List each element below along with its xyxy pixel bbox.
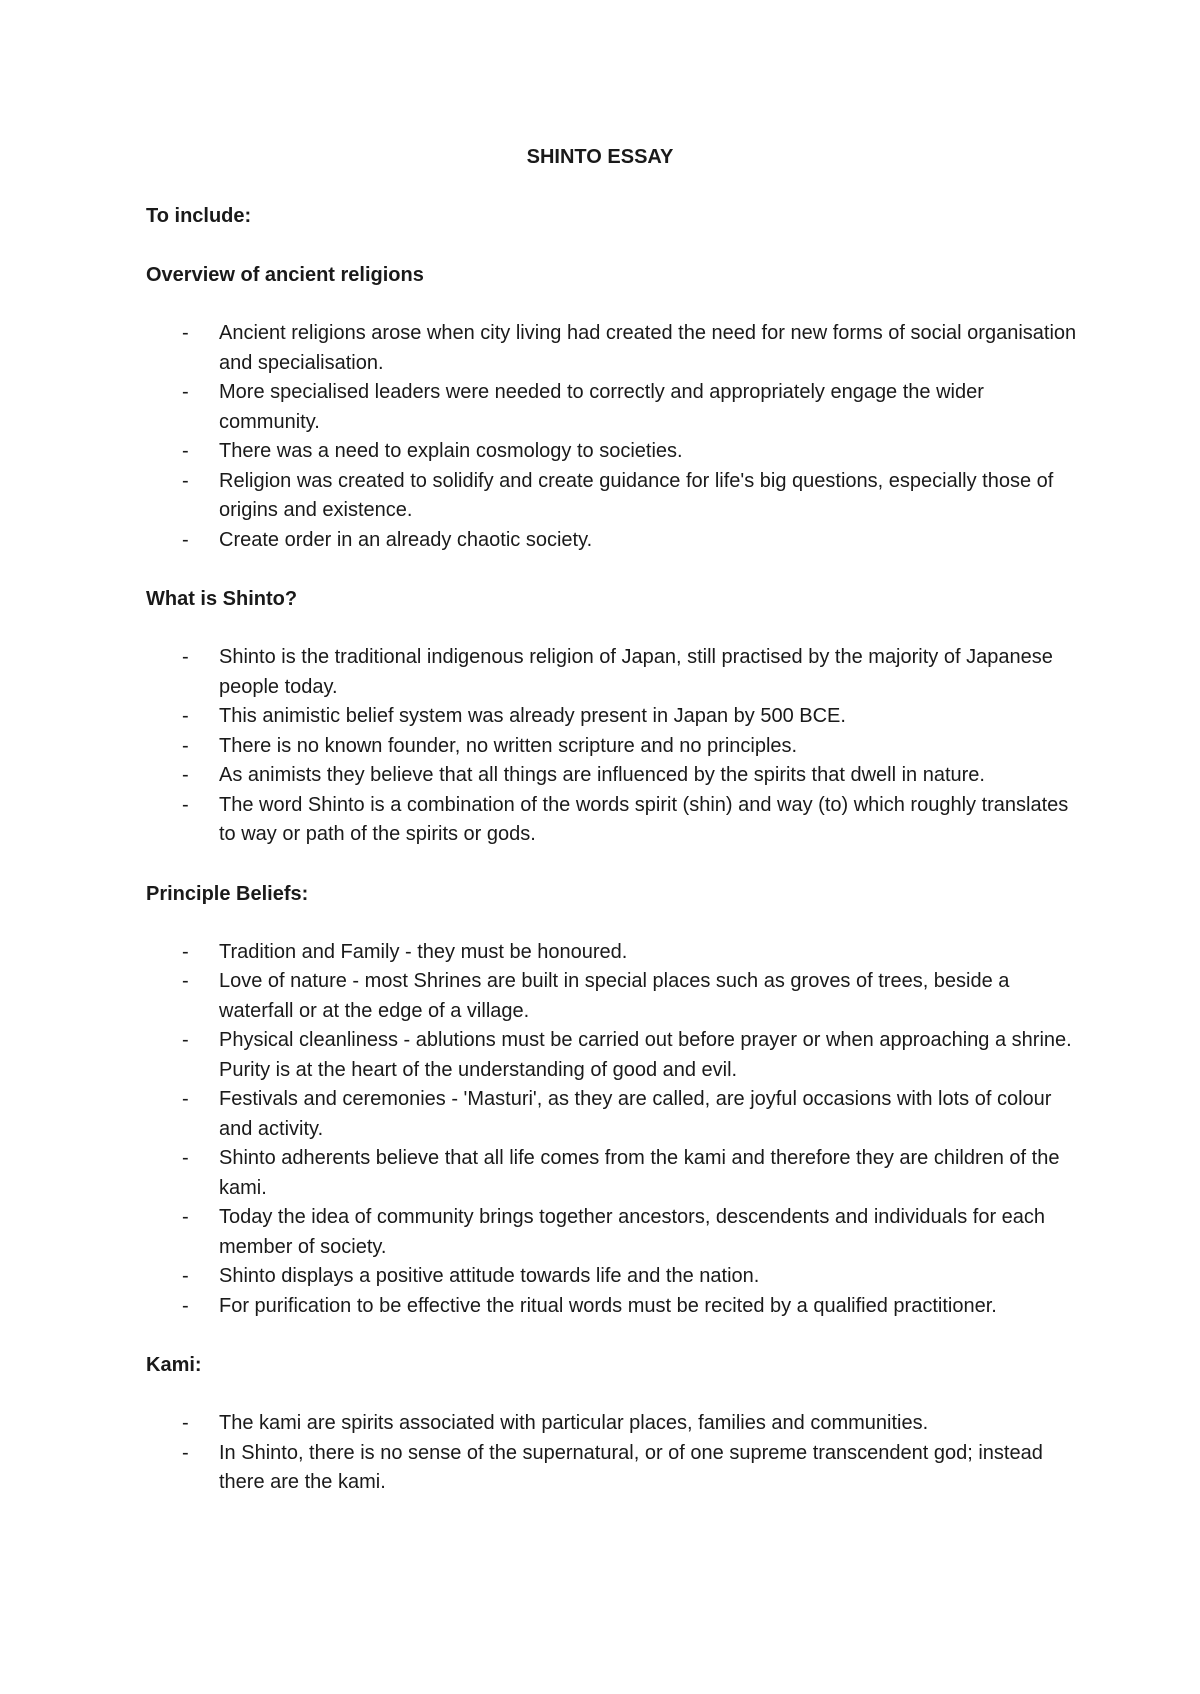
list-item [146, 1409, 1080, 1439]
list-item [146, 1144, 1080, 1203]
list-item [146, 938, 1080, 968]
bullet-dash: - [182, 970, 189, 992]
bullet-dash: - [182, 1029, 189, 1051]
list-item [146, 732, 1080, 762]
list-item [146, 791, 1080, 850]
list-item [146, 1026, 1080, 1085]
list-item [146, 319, 1080, 378]
list-item-text: In Shinto, there is no sense of the supernatural, or of one supreme transcendent god; instead there are the kami. [219, 1441, 1043, 1493]
section-kami [146, 1350, 1080, 1498]
list-item-text: Shinto displays a positive attitude towards life and the nation. [219, 1265, 760, 1287]
list-item-text: There was a need to explain cosmology to societies. [219, 440, 683, 462]
bullet-dash: - [182, 1441, 189, 1464]
bullet-dash: - [182, 793, 189, 816]
list-item-text: This animistic belief system was already present in Japan by 500 BCE. [219, 705, 846, 727]
list-item-text: Create order in an already chaotic society. [219, 528, 593, 551]
list-item-text: There is no known founder, no written scripture and no principles. [219, 734, 798, 757]
list-item-text: Ancient religions arose when city living had created the need for new forms of social organisation and specialisation. [219, 322, 1077, 374]
list-item-text: The word Shinto is a combination of the words spirit (shin) and way (to) which roughly translates to way or path of the spirits or gods. [219, 793, 1069, 845]
section-principle-beliefs [146, 879, 1080, 1322]
bullet-dash: - [182, 469, 189, 492]
section-heading: Overview of ancient religions [146, 264, 424, 286]
bullet-dash: - [182, 440, 189, 462]
list-item [146, 378, 1080, 437]
list-item [146, 1439, 1080, 1498]
bullet-dash: - [182, 1265, 189, 1287]
bullet-list [146, 319, 1080, 555]
bullet-dash: - [182, 528, 189, 551]
bullet-dash: - [182, 322, 189, 344]
bullet-dash: - [182, 1088, 189, 1110]
list-item-text: Tradition and Family - they must be honoured. [219, 940, 628, 963]
list-item-text: Today the idea of community brings together ancestors, descendents and individuals for each member of society. [219, 1206, 1046, 1258]
list-item-text: As animists they believe that all things are influenced by the spirits that dwell in nature. [219, 764, 985, 786]
section-heading: Kami: [146, 1354, 202, 1376]
bullet-dash: - [182, 734, 189, 757]
intro-label: To include: [146, 205, 252, 227]
section-what-is-shinto [146, 584, 1080, 850]
list-item [146, 1262, 1080, 1292]
list-item [146, 643, 1080, 702]
list-item-text: The kami are spirits associated with particular places, families and communities. [219, 1412, 929, 1434]
list-item [146, 1203, 1080, 1262]
list-item [146, 967, 1080, 1026]
list-item [146, 437, 1080, 467]
list-item-text: For purification to be effective the ritual words must be recited by a qualified practitioner. [219, 1294, 997, 1317]
bullet-dash: - [182, 1147, 189, 1169]
list-item-text: More specialised leaders were needed to correctly and appropriately engage the wider community. [219, 381, 984, 433]
list-item [146, 761, 1080, 791]
document-title: SHINTO ESSAY [526, 146, 674, 168]
list-item-text: Festivals and ceremonies - 'Masturi', as they are called, are joyful occasions with lots of colour and activity. [219, 1088, 1052, 1140]
list-item-text: Love of nature - most Shrines are built in special places such as groves of trees, beside a waterfall or at the edge of a village. [219, 970, 1010, 1022]
list-item [146, 1085, 1080, 1144]
list-item [146, 526, 1080, 556]
list-item-text: Religion was created to solidify and create guidance for life's big questions, especially those of origins and existence. [219, 469, 1054, 521]
list-item-text: Shinto is the traditional indigenous religion of Japan, still practised by the majority of Japanese people today. [219, 646, 1053, 698]
list-item [146, 1292, 1080, 1322]
bullet-dash: - [182, 1412, 189, 1434]
bullet-dash: - [182, 381, 189, 403]
bullet-list [146, 1409, 1080, 1498]
list-item [146, 702, 1080, 732]
bullet-dash: - [182, 705, 189, 727]
section-heading: What is Shinto? [146, 588, 298, 610]
bullet-list [146, 938, 1080, 1322]
list-item [146, 467, 1080, 526]
list-item-text: Shinto adherents believe that all life comes from the kami and therefore they are children of the kami. [219, 1147, 1060, 1199]
bullet-dash: - [182, 646, 189, 668]
list-item-text: Physical cleanliness - ablutions must be carried out before prayer or when approaching a shrine. Purity is at the heart of the understanding of good and evil. [219, 1029, 1072, 1081]
bullet-list [146, 643, 1080, 850]
section-heading: Principle Beliefs: [146, 882, 309, 905]
bullet-dash: - [182, 1294, 189, 1317]
bullet-dash: - [182, 1206, 189, 1228]
section-overview [146, 260, 1080, 555]
bullet-dash: - [182, 764, 189, 786]
bullet-dash: - [182, 940, 189, 963]
